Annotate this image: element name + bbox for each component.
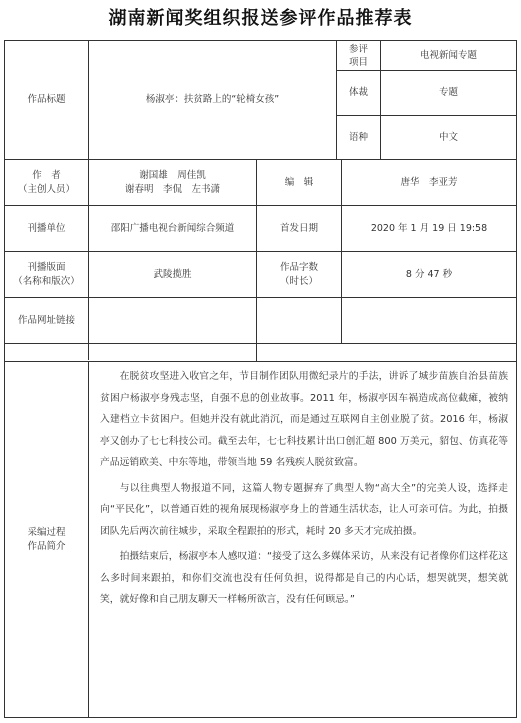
process-label: 采编过程 作品简介 <box>27 526 66 552</box>
work-title-value: 杨淑亭：扶贫路上的“轮椅女孩” <box>145 94 280 105</box>
description-paragraph: 与以往典型人物报道不同，这篇人物专题摒弃了典型人物“高大全”的完美人设，选择走向“平民化”，以普通百姓的视角展现杨淑亭身上的普通生活状态，让人可亲可信。为此，拍摄团队先后两次前往城步，采取全程跟拍的形式，耗时 20 多天才完成拍摄。 <box>100 482 508 537</box>
editors-value: 唐华 李亚芳 <box>400 176 458 188</box>
length-value: 8 分 47 秒 <box>405 268 453 280</box>
editor-label: 编 辑 <box>284 176 314 188</box>
page-title: 湖南新闻奖组织报送参评作品推荐表 <box>108 8 413 29</box>
description-paragraph: 在脱贫攻坚进入收官之年，节目制作团队用微纪录片的手法，讲诉了城步苗族自治县苗族贫困户杨淑亭身残志坚，自强不息的创业故事。2011 年，杨淑亭因车祸造成高位截瘫，被纳入建档立卡贫困户。但她并没有就此消沉，而是通过互联网自主创业脱了贫。2016 年，杨淑亭又创办了七七科技公司。截至去年，七七科技累计出口创汇超 800 万美元，貂包、仿真花等产品远销欧美、中东等地，带领当地 59 名残疾人脱贫致富。 <box>100 371 508 468</box>
first-date-label: 首发日期 <box>279 222 318 234</box>
url-label: 作品网址链接 <box>17 314 75 326</box>
genre-value: 专题 <box>438 87 458 98</box>
work-description <box>100 366 508 611</box>
grid-line <box>5 343 516 344</box>
layout-label: 刊播版面 （名称和版次） <box>13 261 80 287</box>
genre-label: 体裁 <box>348 87 368 98</box>
description-paragraph: 拍摄结束后，杨淑亭本人感叹道：“接受了这么多媒体采访，从来没有记者像你们这样花这么多时间来跟拍，和你们交流也没有任何负担，说得都是自己的内心话，想哭就哭，想笑就笑，就好像和自己朋友聊天一样畅所欲言，没有任何顾忌。” <box>100 551 508 605</box>
language-label: 语种 <box>348 131 368 143</box>
authors-value: 谢国雄 周佳凯 谢春明 李侃 左书潇 <box>124 169 220 195</box>
author-label: 作 者 （主创人员） <box>17 169 75 195</box>
grid-line <box>88 361 89 717</box>
length-label: 作品字数 （时长） <box>279 261 318 287</box>
work-title-label: 作品标题 <box>27 94 66 105</box>
publisher-label: 刊播单位 <box>27 222 66 234</box>
layout-value: 武陵揽胜 <box>153 268 192 280</box>
entry-item-value: 电视新闻专题 <box>419 49 477 61</box>
publisher-value: 邵阳广播电视台新闻综合频道 <box>110 222 235 234</box>
url-value <box>89 298 516 343</box>
first-date-value: 2020 年 1 月 19 日 19:58 <box>370 222 488 234</box>
language-value: 中文 <box>438 131 458 143</box>
entry-item-label: 参评 项目 <box>348 43 368 68</box>
